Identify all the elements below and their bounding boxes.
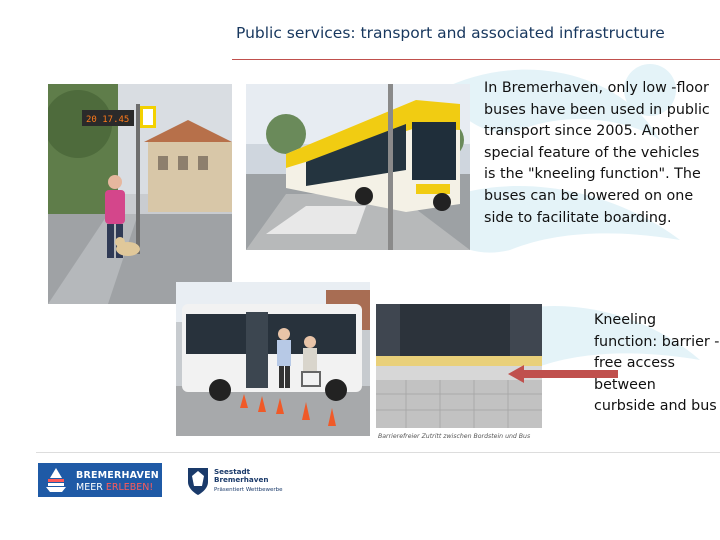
ship-logo-icon — [42, 466, 70, 494]
page-title: Public services: transport and associated infrastructure — [236, 24, 665, 42]
logo-line-2 — [76, 482, 153, 493]
seestadt-line-3: Präsentiert Wettbewerbe — [214, 487, 283, 493]
seestadt-line-2: Bremerhaven — [214, 475, 269, 484]
logo-line-2-a: MEER — [76, 482, 103, 493]
crest-icon — [186, 466, 210, 496]
logo-line-2-b: ERLEBEN! — [105, 482, 154, 493]
logo-line-1: BREMERHAVEN — [76, 470, 159, 481]
stop-display-text: 20 17.45 — [86, 115, 130, 125]
photo-bus-stop-guide-dog — [48, 84, 232, 304]
body-text: In Bremerhaven, only low -floor buses have been used in public transport since 2005. Another special feature of the vehicles is the "kneeling function". The buses can be lowered on one side to facilitate boarding. — [484, 80, 710, 226]
photo-kneeling-bus-boarding — [176, 282, 370, 436]
title-divider — [232, 59, 720, 60]
seestadt-line-1: Seestadt — [214, 467, 251, 476]
photo-caption: Barrierefreier Zutritt zwischen Bordstein und Bus — [378, 433, 531, 440]
photo-low-floor-bus — [246, 84, 470, 250]
logo-seestadt-bremerhaven — [186, 466, 283, 496]
logo-bremerhaven — [38, 463, 162, 497]
kneeling-caption: Kneeling function: barrier -free access between curbside and bus — [594, 312, 720, 415]
footer-divider — [36, 452, 720, 453]
